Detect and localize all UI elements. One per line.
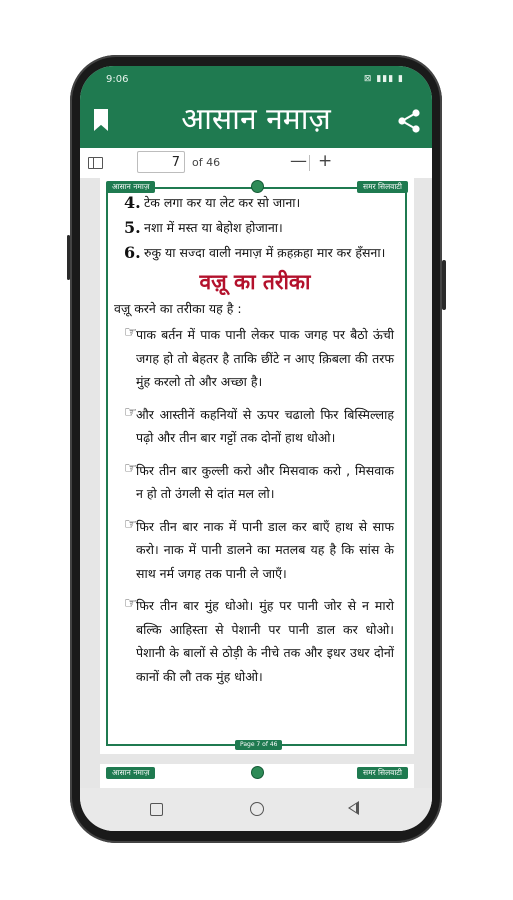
page-header-right: समर सिलवाटी bbox=[357, 181, 408, 193]
item-number: 5. bbox=[124, 218, 141, 237]
section-intro: वज़ू करने का तरीका यह है : bbox=[114, 301, 242, 316]
back-button[interactable] bbox=[348, 801, 359, 815]
bullet-text: फिर तीन बार नाक में पानी डाल कर बाएँ हाथ से साफ करो। नाक में पानी डालने का मतलब यह है कि सांस के साथ नर्म जगह तक पानी ले जाएँ। bbox=[136, 518, 394, 581]
recents-button[interactable] bbox=[150, 803, 163, 816]
status-icons: ⊠ ▮▮▮ ▮ bbox=[363, 74, 404, 84]
pointing-hand-icon: ☞ bbox=[124, 402, 138, 421]
pointing-hand-icon: ☞ bbox=[124, 514, 138, 533]
pdf-page bbox=[100, 178, 414, 754]
list-item bbox=[114, 242, 396, 263]
page-number-input[interactable]: 7 bbox=[137, 151, 185, 173]
page-header-left: आसान नमाज़ bbox=[106, 181, 155, 193]
home-button[interactable] bbox=[250, 802, 264, 816]
item-number: 4. bbox=[124, 193, 141, 212]
bullet-text: फिर तीन बार कुल्ली करो और मिसवाक करो , मिसवाक न हो तो उंगली से दांत मल लो। bbox=[136, 462, 394, 501]
app-bar bbox=[80, 94, 432, 148]
bullet-text: फिर तीन बार मुंह धोओ। मुंह पर पानी जोर से न मारो बल्कि आहिस्ता से पेशानी पर पानी डाल कर धोओ। पेशानी के बालों से ठोड़ी के नीचे तक और इधर उधर दोनों कानों की लौ तक मुंह धोओ। bbox=[136, 598, 394, 684]
bullet-item bbox=[114, 459, 396, 506]
system-nav-bar bbox=[80, 788, 432, 831]
pointing-hand-icon: ☞ bbox=[124, 594, 138, 612]
emblem-icon bbox=[251, 766, 264, 779]
sidebar-toggle-icon[interactable] bbox=[88, 157, 103, 169]
zoom-in-button[interactable]: + bbox=[318, 151, 333, 171]
page-content bbox=[114, 192, 396, 697]
status-time: 9:06 bbox=[106, 74, 129, 85]
bullet-item bbox=[114, 403, 396, 450]
pointing-hand-icon: ☞ bbox=[124, 458, 138, 477]
pdf-viewer[interactable] bbox=[80, 178, 432, 788]
list-item bbox=[114, 217, 396, 238]
item-text: टेक लगा कर या लेट कर सो जाना। bbox=[144, 195, 301, 210]
side-button bbox=[442, 260, 446, 310]
item-text: रुकु या सज्दा वाली नमाज़ में क़हक़हा मार कर हँसना। bbox=[144, 245, 386, 260]
page-count-label: of 46 bbox=[192, 156, 221, 169]
zoom-out-button[interactable]: — bbox=[290, 151, 307, 171]
bullet-item bbox=[114, 323, 396, 394]
phone-screen bbox=[80, 66, 432, 831]
toolbar-divider bbox=[309, 155, 310, 171]
list-item bbox=[114, 192, 396, 213]
bullet-item bbox=[114, 594, 396, 688]
bullet-item bbox=[114, 515, 396, 586]
page-header-left: आसान नमाज़ bbox=[106, 767, 155, 779]
page-header-right: समर सिलवाटी bbox=[357, 767, 408, 779]
app-title: आसान नमाज़ bbox=[181, 102, 331, 137]
side-button bbox=[67, 235, 70, 280]
bullet-text: और आस्तीनें कहनियों से ऊपर चढालो फिर बिस्मिल्लाह पढ़ो और तीन बार गट्टों तक दोनों हाथ धोओ। bbox=[136, 406, 394, 445]
page-footer: Page 7 of 46 bbox=[235, 740, 282, 750]
pdf-page-next bbox=[100, 764, 414, 788]
item-text: नशा में मस्त या बेहोश होजाना। bbox=[144, 220, 283, 235]
bullet-text: पाक बर्तन में पाक पानी लेकर पाक जगह पर बैठो ऊंची जगह हो तो बेहतर है ताकि छींटे न आए क़िबला की तरफ मुंह करलो तो और अच्छा है। bbox=[136, 327, 394, 389]
item-number: 6. bbox=[124, 243, 141, 262]
share-icon[interactable] bbox=[396, 108, 422, 134]
status-bar bbox=[80, 66, 432, 94]
section-title: वज़ू का तरीका bbox=[199, 270, 311, 294]
pointing-hand-icon: ☞ bbox=[124, 323, 138, 341]
pdf-toolbar bbox=[80, 148, 432, 179]
